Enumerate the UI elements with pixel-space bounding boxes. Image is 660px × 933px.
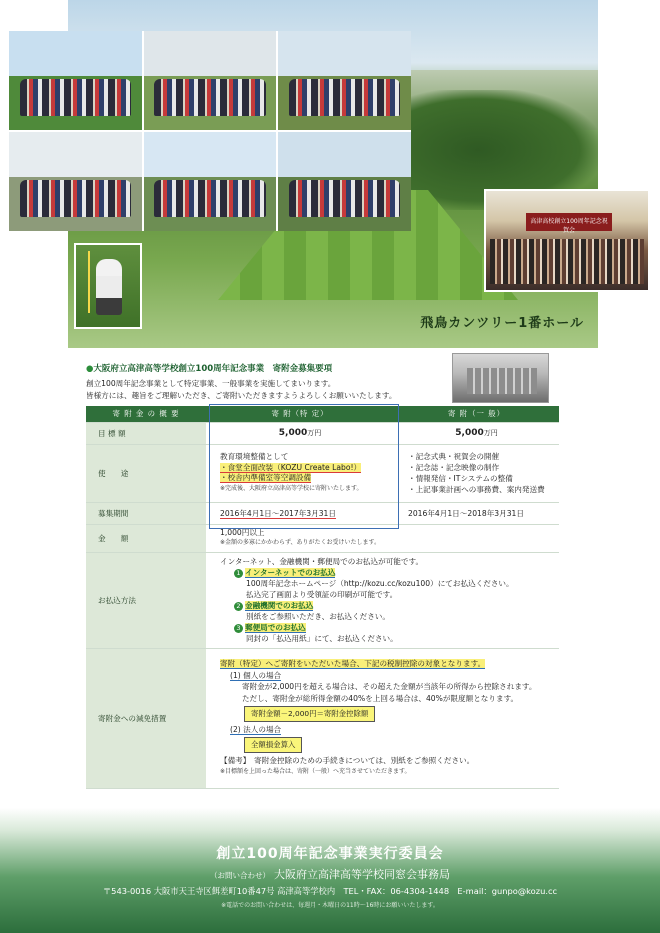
use-item-aircon: ・校舎内準備室等空調設備 [220, 473, 312, 482]
table-header-row [86, 406, 559, 422]
row-label: お払込方法 [86, 552, 206, 648]
school-building-photo [452, 353, 549, 403]
row-label: 募集期間 [86, 502, 206, 524]
contact-office: （お問い合わせ） 大阪府立高津高等学校同窓会事務局 [210, 868, 450, 881]
payment-cell: インターネット、金融機関・郵便局でのお払込が可能です。 1 インターネットでのお払込 100周年記念ホームページ（http://kozu.cc/kozu100）にてお払込ください。 払込完了画面より受領証の印刷が可能です。 2 金融機関でのお払込 別紙をご参照いただき、お払込ください。 3 郵便局でのお払込 同封の「払込用紙」にて、お払込ください。 [206, 552, 559, 648]
tax-cell: 寄附（特定）へご寄附をいただいた場合、下記の税制控除の対象となります。 (1) 個人の場合 寄附金が2,000円を超える場合は、その超えた金額が当該年の所得から控除されます。 ただし、寄附金が総所得金額の40%を上回る場合は、40%が限度額となります。 寄附金額－2,000円＝寄附金控除額 (2) 法人の場合 全額損金算入 【備考】 寄附金控除のための手続きについては、別紙をご参照ください。 ※目標額を上回った場合は、寄附（一般）へ充当させていただきます。 [206, 648, 559, 788]
target-general: 5,000万円 [394, 422, 559, 444]
golfer-figure [96, 259, 122, 315]
use-item-cafeteria: ・食堂全面改装（KOZU Create Labo!） [220, 462, 362, 472]
number-1-icon: 1 [234, 569, 243, 578]
row-label: 目 標 額 [86, 422, 206, 444]
section-heading [86, 362, 332, 374]
organizer-name: 創立100周年記念事業実行委員会 [216, 846, 444, 862]
period-specific: 2016年4月1日～2017年3月31日 [206, 502, 394, 524]
target-specific: 5,000万円 [206, 422, 394, 444]
phone-hours-note: ※電話でのお問い合わせは、毎週月・木曜日の11時～16時にお願いいたします。 [221, 902, 439, 909]
period-general: 2016年4月1日～2018年3月31日 [394, 502, 559, 524]
use-general: ・記念式典・祝賀会の開催 ・記念誌・記念映像の制作 ・情報発信・ITシステムの整備 ・上記事業計画への事務費、案内発送費 [394, 444, 559, 502]
header-specific: 寄 附（特 定） [206, 406, 394, 422]
contact-address: 〒543-0016 大阪市天王寺区餌差町10番47号 高津高等学校内 TEL・FAX：06-4304-1448 E-mail：gunpo@kozu.cc [102, 886, 558, 896]
bullet-icon: ● [86, 364, 94, 374]
row-label: 金 額 [86, 524, 206, 552]
group-photo [278, 132, 411, 231]
group-photo [9, 132, 142, 231]
number-2-icon: 2 [234, 602, 243, 611]
number-3-icon: 3 [234, 624, 243, 633]
intro-line: 創立100周年記念事業として特定事業、一般事業を実施してまいります。 [86, 379, 336, 388]
row-label: 寄附金への減免措置 [86, 648, 206, 788]
intro-text [86, 378, 446, 401]
table-row-use [86, 444, 559, 502]
heading-text: 大阪府立高津高等学校創立100周年記念事業 寄附金募集要項 [93, 364, 333, 374]
crowd [490, 239, 644, 284]
donation-summary-table [86, 406, 559, 789]
group-photo [144, 132, 277, 231]
individual-formula: 寄附金額－2,000円＝寄附金控除額 [244, 706, 375, 722]
flag-pin [88, 251, 90, 313]
corporate-formula: 全額損金算入 [244, 737, 302, 753]
use-specific: 教育環境整備として ・食堂全面改装（KOZU Create Labo!） ・校舎内準備室等空調設備 ※完成後、大阪府立高津高等学校に寄附いたします。 [206, 444, 394, 502]
table-row-tax [86, 648, 559, 788]
header-overview: 寄 附 金 の 概 要 [86, 406, 206, 422]
golfer-photo [74, 243, 142, 329]
stage-sign-text: 高津高校創立100周年記念祝賀会 [530, 218, 608, 234]
intro-line: 皆様方には、趣旨をご理解いただき、ご寄附いただきますようよろしくお願いいたします。 [86, 390, 397, 400]
table-row-period [86, 502, 559, 524]
celebration-hall-photo [484, 189, 650, 292]
table-row-payment [86, 552, 559, 648]
table-row-amount [86, 524, 559, 552]
group-photo [9, 31, 142, 130]
table-row-target [86, 422, 559, 444]
amount-cell: 1,000円以上 ※金額の多寡にかかわらず、ありがたくお受けいたします。 [206, 524, 559, 552]
group-photo [278, 31, 411, 130]
group-photo-grid [9, 31, 411, 231]
banner-caption: 飛鳥カンツリー1番ホール [420, 316, 584, 331]
header-general: 寄 附（一 般） [394, 406, 559, 422]
group-photo [144, 31, 277, 130]
row-label: 使 途 [86, 444, 206, 502]
